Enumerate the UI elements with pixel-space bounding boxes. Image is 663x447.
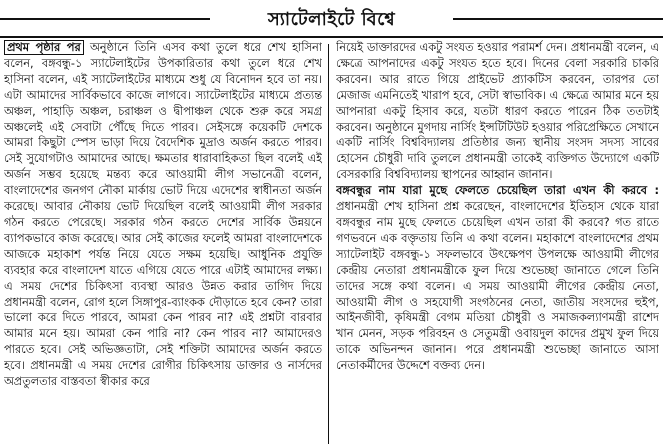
article-text-right-1: নিয়েই ডাক্তারদের একটু সংযত হওয়ার পরামর্শ দেন। প্রধানমন্ত্রী বলেন, এ ক্ষেত্রে আপনাদের একটু সংযত হতে হবে। দিনের বেলা সরকারি চাকরি করবেন। আর রাতে গিয়ে প্রাইভেট প্র্যাকটিস করবেন, তারপর তো মেজাজ এমনিতেই খারাপ হবে, সেটা স্বাভাবিক। এ ক্ষেত্রে আমার মনে হয় আপনারা একটু হিসাব করে, যতটা ধারণ করতে পারেন ঠিক ততটাই করবেন। অনুষ্ঠানে মুগদায় নার্সিং ইন্সটিটিউট হওয়ার পরিপ্রেক্ষিতে সেখানে একটি নার্সিং বিশ্ববিদ্যালয় প্রতিষ্ঠার জন্য স্থানীয় সংসদ সদস্য সাবের হোসেন চৌধুরী দাবি তুললে প্রধানমন্ত্রী তাকেই ব্যক্তিগত উদ্যোগে একটি বেসরকারি বিশ্ববিদ্যালয় স্থাপনের আহ্বান জানান। bbox=[336, 41, 659, 182]
article-text-left: অনুষ্ঠানে তিনি এসব কথা তুলে ধরে শেখ হাসিনা বলেন, বঙ্গবন্ধু-১ স্যাটেলাইটের উপকারিতার কথা তুলে ধরে শেখ হাসিনা বলেন, এই স্যাটেলাইটের মাধ্যমে শুধু যে বিনোদন হবে তা নয়। এটা আমাদের সার্বিকভাবে কাজে লাগবে। স্যাটেলাইটের মাধ্যমে প্রত্যন্ত অঞ্চল, পাহাড়ি অঞ্চল, চরাঞ্চল ও দ্বীপাঞ্চল থেকে শুরু করে সমগ্র অঞ্চলেই এই সেবাটা পৌঁছে দিতে পারব। সেইসঙ্গে কয়েকটি দেশকে আমরা কিছুটা স্পেস ভাড়া দিয়ে বৈদেশিক মুদ্রাও অর্জন করতে পারব। সেই সুযোগটাও আমাদের আছে। ক্ষমতার ধারাবাহিকতা ছিল বলেই এই অর্জন সম্ভব হয়েছে মন্তব্য করে আওয়ামী লীগ সভানেত্রী বলেন, বাংলাদেশের জনগণ নৌকা মার্কায় ভোট দিয়ে এদেশের স্বাধীনতা অর্জন করেছে। আবার নৌকায় ভোট দিয়েছিল বলেই আওয়ামী লীগ সরকার গঠন করতে পেরেছে। সরকার গঠন করতে দেশের সার্বিক উন্নয়নে ব্যাপকভাবে কাজ করেছে। আর সেই কাজের ফলেই আমরা বাংলাদেশকে আজকে মহাকাশ পর্যন্ত নিয়ে যেতে সক্ষম হয়েছি। আধুনিক প্রযুক্তি ব্যবহার করে বাংলাদেশ যাতে এগিয়ে যেতে পারে এটাই আমাদের লক্ষ্য। এ সময় দেশের চিকিৎসা ব্যবস্থা আরও উন্নত করার তাগিদ দিয়ে প্রধানমন্ত্রী বলেন, রোগ হলে সিঙ্গাপুর-ব্যাংকক দৌড়াতে হবে কেন? তারা ভালো করে দিতে পারবে, আমরা কেন পারব না? এই প্রশ্নটা বারবার আমার মনে হয়। আমরা কেন পারি না? কেন পারব না? আমাদেরও পারতে হবে। সেই অভিজ্ঞতাটা, সেই শক্তিটা আমাদের অর্জন করতে হবে। প্রধানমন্ত্রী এ সময় দেশের রোগীর চিকিৎসায় ডাক্তার ও নার্সদের অপ্রতুলতার বাস্তবতা স্বীকার করে bbox=[4, 41, 322, 389]
article-paragraph-left bbox=[4, 40, 322, 390]
section-title: স্যাটেলাইটে বিশ্বে bbox=[267, 9, 396, 30]
section-header bbox=[0, 0, 663, 38]
article-text-right-2: প্রধানমন্ত্রী শেখ হাসিনা প্রশ্ন করেছেন, বাংলাদেশের ইতিহাস থেকে যারা বঙ্গবন্ধুর নাম মুছে ফেলতে চেয়েছিল এখন তারা কী করবে? গত রাতে গণভবনে এক বক্তৃতায় তিনি এ কথা বলেন। মহাকাশে বাংলাদেশের প্রথম স্যাটেলাইট বঙ্গবন্ধু-১ সফলভাবে উৎক্ষেপণ উপলক্ষে আওয়ামী লীগের কেন্দ্রীয় নেতারা প্রধানমন্ত্রীকে ফুল দিয়ে শুভেচ্ছা জানাতে গেলে তিনি তাদের সঙ্গে কথা বলেন। এ সময় আওয়ামী লীগের কেন্দ্রীয় নেতা, আওয়ামী লীগ ও সহযোগী সংগঠনের নেতা, জাতীয় সংসদের হুইপ, আইনজীবী, কৃষিমন্ত্রী বেগম মতিয়া চৌধুরী ও সমাজকল্যাণমন্ত্রী রাশেদ খান মেনন, সড়ক পরিবহন ও সেতুমন্ত্রী ওবায়দুল কাদের প্রমুখ ফুল দিয়ে তাকে অভিনন্দন জানান। পরে প্রধানমন্ত্রী শুভেচ্ছা জানাতে আসা নেতাকর্মীদের উদ্দেশে বক্তব্য দেন। bbox=[336, 200, 659, 373]
continued-label: প্রথম পৃষ্ঠার পর bbox=[4, 40, 84, 55]
article-column-right bbox=[336, 40, 659, 447]
column-divider bbox=[328, 44, 329, 444]
article-column-left bbox=[4, 40, 322, 447]
article-paragraph-right-2 bbox=[336, 183, 659, 374]
header-rule-right bbox=[453, 18, 663, 20]
article-subhead: বঙ্গবন্ধুর নাম যারা মুছে ফেলতে চেয়েছিল তারা এখন কী করবে : bbox=[336, 184, 659, 198]
